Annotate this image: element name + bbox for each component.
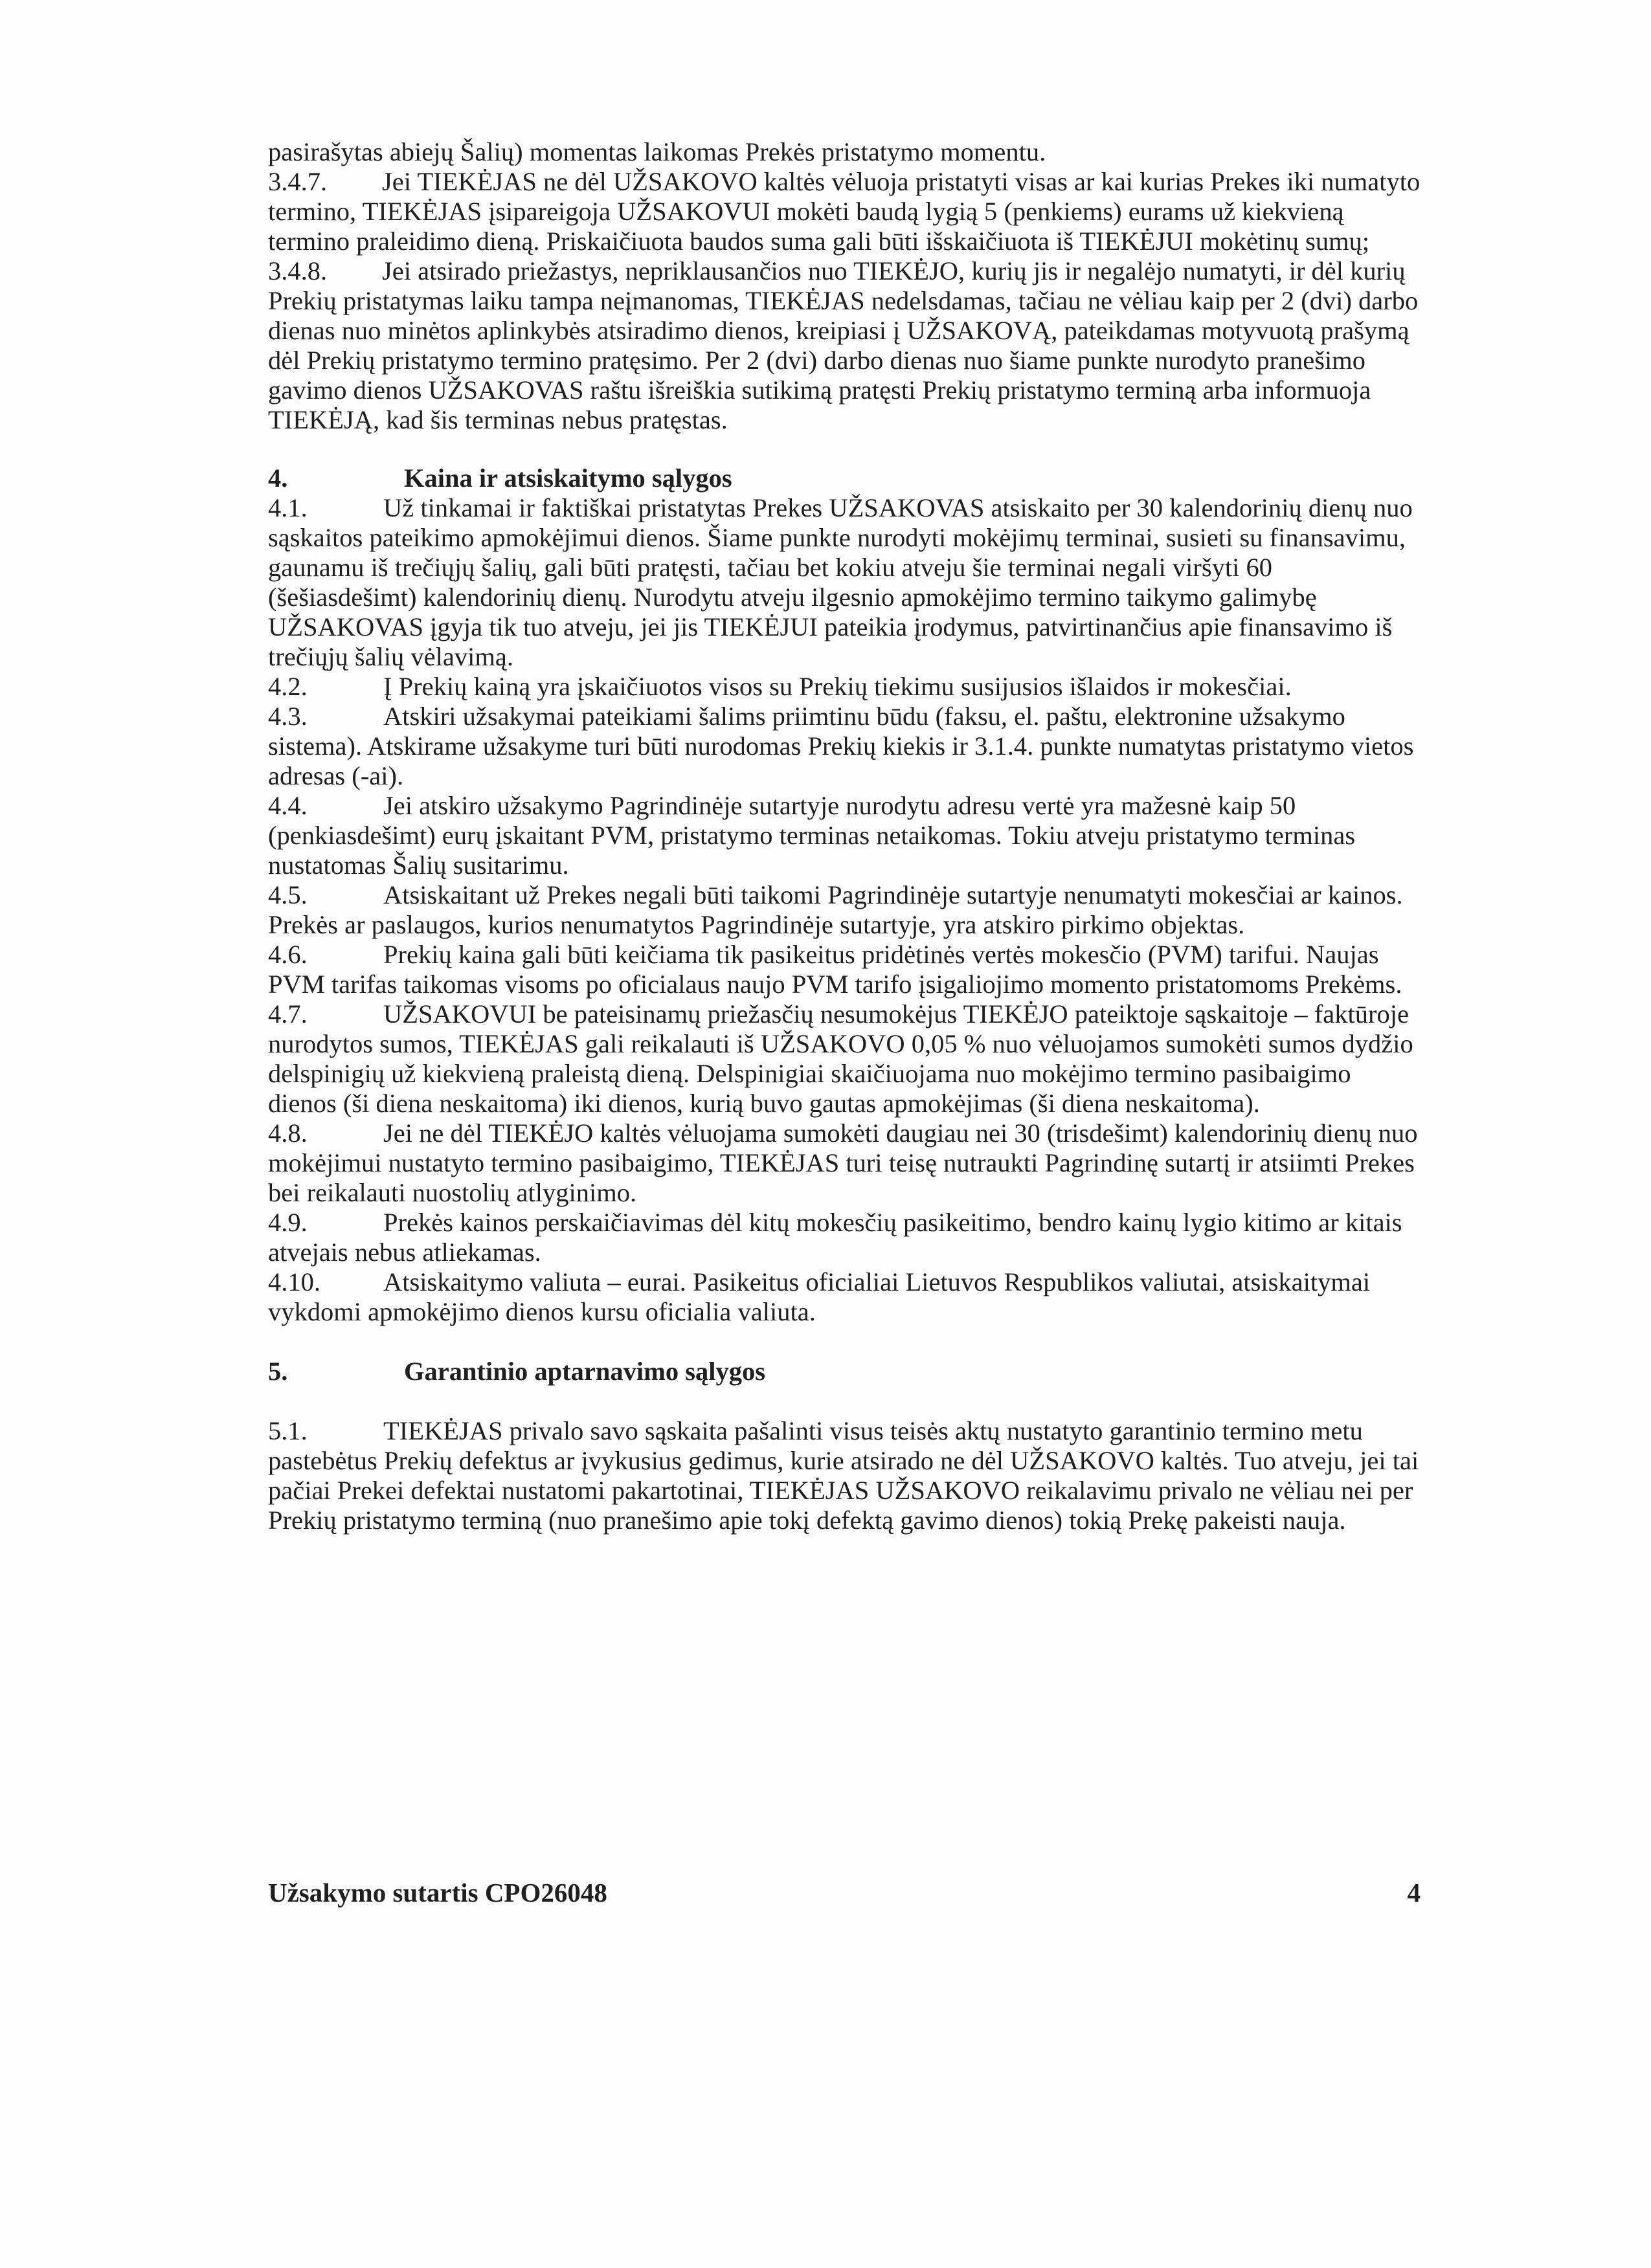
- clause-text: Prekės kainos perskaičiavimas dėl kitų mokesčių pasikeitimo, bendro kainų lygio kitimo ar kitais atvejais nebus atliekamas.: [268, 1208, 1402, 1267]
- clause-text: Jei atskiro užsakymo Pagrindinėje sutartyje nurodytu adresu vertė yra mažesnė kaip 50 (penkiasdešimt) eurų įskaitant PVM, pristatymo terminas netaikomas. Tokiu atveju pristatymo terminas nustatomas Šalių susitarimu.: [268, 791, 1356, 880]
- clause-text: Jei TIEKĖJAS ne dėl UŽSAKOVO kaltės vėluoja pristatyti visas ar kai kurias Prekes iki numatyto termino, TIEKĖJAS įsipareigoja UŽSAKOVUI mokėti baudą lygią 5 (penkiems) eurams už kiekvieną termino praleidimo dieną. Priskaičiuota baudos suma gali būti išskaičiuota iš TIEKĖJUI mokėtinų sumų;: [268, 167, 1421, 256]
- section-4-clauses: [268, 493, 1421, 1327]
- page-footer: [268, 1877, 1421, 1908]
- clause-number: 4.3.: [268, 702, 308, 731]
- clause-number: 4.2.: [268, 672, 308, 701]
- intro-paragraph: pasirašytas abiejų Šalių) momentas laikomas Prekės pristatymo momentu.: [268, 137, 1046, 166]
- clause-number: 4.8.: [268, 1118, 308, 1148]
- clause-text: Atsiskaitymo valiuta – eurai. Pasikeitus oficialiai Lietuvos Respublikos valiutai, atsiskaitymai vykdomi apmokėjimo dienos kursu oficialia valiuta.: [268, 1267, 1371, 1326]
- footer-title: Užsakymo sutartis CPO26048: [268, 1878, 607, 1907]
- section-4-heading: [268, 463, 1421, 493]
- clause-4-8: [268, 1118, 1421, 1208]
- clause-number: 3.4.7.: [268, 167, 328, 196]
- section-number: 5.: [268, 1357, 288, 1386]
- clause-4-7: [268, 999, 1421, 1118]
- page-number: 4: [1407, 1878, 1421, 1907]
- clause-text: Į Prekių kainą yra įskaičiuotos visos su Prekių tiekimu susijusios išlaidos ir mokesčiai.: [383, 672, 1292, 701]
- clause-5-1: [268, 1416, 1421, 1535]
- clause-3-4-7: [268, 167, 1421, 256]
- clause-number: 3.4.8.: [268, 256, 328, 285]
- clause-number: 5.1.: [268, 1416, 308, 1445]
- clause-4-1: [268, 493, 1421, 672]
- clause-4-3: [268, 702, 1421, 791]
- clause-text: Atskiri užsakymai pateikiami šalims priimtinu būdu (faksu, el. paštu, elektronine užsakymo sistema). Atskirame užsakyme turi būti nurodomas Prekių kiekis ir 3.1.4. punkte numatytas pristatymo vietos adresas (-ai).: [268, 702, 1414, 790]
- section-number: 4.: [268, 463, 288, 493]
- clause-text: TIEKĖJAS privalo savo sąskaita pašalinti visus teisės aktų nustatyto garantinio termino metu pastebėtus Prekių defektus ar įvykusius gedimus, kurie atsirado ne dėl UŽSAKOVO kaltės. Tuo atveju, jei tai pačiai Prekei defektai nustatomi pakartotinai, TIEKĖJAS UŽSAKOVO reikalavimu privalo ne vėliau nei per Prekių pristatymo terminą (nuo pranešimo apie tokį defektą gavimo dienos) tokią Prekę pakeisti nauja.: [268, 1416, 1419, 1535]
- clause-number: 4.4.: [268, 791, 308, 820]
- section-5-clauses: [268, 1416, 1421, 1535]
- clause-4-4: [268, 791, 1421, 880]
- clause-4-9: [268, 1208, 1421, 1267]
- clause-text: Jei ne dėl TIEKĖJO kaltės vėluojama sumokėti daugiau nei 30 (trisdešimt) kalendorinių dienų nuo mokėjimui nustatyto termino pasibaigimo, TIEKĖJAS turi teisę nutraukti Pagrindinę sutartį ir atsiimti Prekes bei reikalauti nuostolių atlyginimo.: [268, 1118, 1418, 1207]
- clause-number: 4.5.: [268, 880, 308, 909]
- section-title: Garantinio aptarnavimo sąlygos: [404, 1357, 766, 1386]
- clause-text: UŽSAKOVUI be pateisinamų priežasčių nesumokėjus TIEKĖJO pateiktoje sąskaitoje – faktūroje nurodytos sumos, TIEKĖJAS gali reikalauti iš UŽSAKOVO 0,05 % nuo vėluojamos sumokėti sumos dydžio delspinigių už kiekvieną praleistą dieną. Delspinigiai skaičiuojama nuo mokėjimo termino pasibaigimo dienos (ši diena neskaitoma) iki dienos, kurią buvo gautas apmokėjimas (ši diena neskaitoma).: [268, 999, 1413, 1118]
- clause-number: 4.10.: [268, 1267, 320, 1296]
- clause-4-5: [268, 880, 1421, 940]
- clause-number: 4.1.: [268, 493, 308, 522]
- clause-3-4-8: [268, 256, 1421, 435]
- clause-4-2: [268, 672, 1421, 702]
- clause-text: Už tinkamai ir faktiškai pristatytas Prekes UŽSAKOVAS atsiskaito per 30 kalendorinių dienų nuo sąskaitos pateikimo apmokėjimui dienos. Šiame punkte nurodyti mokėjimų terminai, susieti su finansavimu, gaunamu iš trečiųjų šalių, gali būti pratęsti, tačiau bet kokiu atveju šie terminai negali viršyti 60 (šešiasdešimt) kalendorinių dienų. Nurodytu atveju ilgesnio apmokėjimo termino taikymo galimybę UŽSAKOVAS įgyja tik tuo atveju, jei jis TIEKĖJUI pateikia įrodymus, patvirtinančius apie finansavimo iš trečiųjų šalių vėlavimą.: [268, 493, 1413, 671]
- clause-text: Jei atsirado priežastys, nepriklausančios nuo TIEKĖJO, kurių jis ir negalėjo numatyti, ir dėl kurių Prekių pristatymas laiku tampa neįmanomas, TIEKĖJAS nedelsdamas, tačiau ne vėliau kaip per 2 (dvi) darbo dienas nuo minėtos aplinkybės atsiradimo dienos, kreipiasi į UŽSAKOVĄ, pateikdamas motyvuotą prašymą dėl Prekių pristatymo termino pratęsimo. Per 2 (dvi) darbo dienas nuo šiame punkte nurodyto pranešimo gavimo dienos UŽSAKOVAS raštu išreiškia sutikimą pratęsti Prekių pristatymo terminą arba informuoja TIEKĖJĄ, kad šis terminas nebus pratęstas.: [268, 256, 1419, 434]
- clause-4-10: [268, 1267, 1421, 1327]
- clause-number: 4.6.: [268, 940, 308, 969]
- document-body: [268, 137, 1421, 1535]
- clause-text: Atsiskaitant už Prekes negali būti taikomi Pagrindinėje sutartyje nenumatyti mokesčiai ar kainos. Prekės ar paslaugos, kurios nenumatytos Pagrindinėje sutartyje, yra atskiro pirkimo objektas.: [268, 880, 1403, 939]
- section-title: Kaina ir atsiskaitymo sąlygos: [404, 463, 732, 493]
- clause-number: 4.9.: [268, 1208, 308, 1237]
- clause-4-6: [268, 940, 1421, 999]
- clause-number: 4.7.: [268, 999, 308, 1028]
- section-5-heading: [268, 1357, 1421, 1386]
- clause-text: Prekių kaina gali būti keičiama tik pasikeitus pridėtinės vertės mokesčio (PVM) tarifui. Naujas PVM tarifas taikomas visoms po oficialaus naujo PVM tarifo įsigaliojimo momento pristatomoms Prekėms.: [268, 940, 1402, 999]
